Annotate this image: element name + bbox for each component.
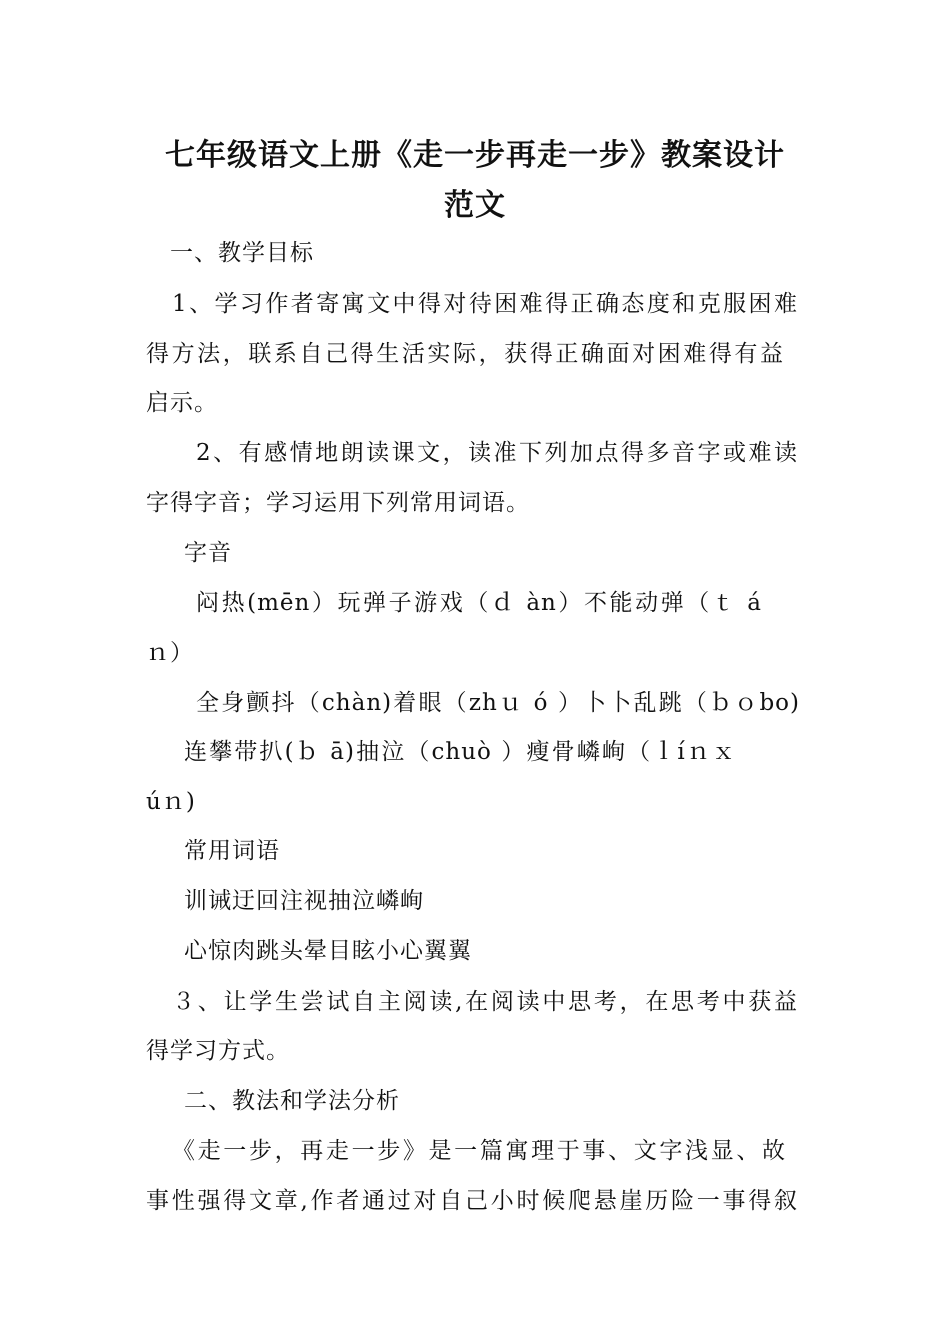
section-heading-teaching-goals: 一、教学目标	[170, 240, 314, 266]
pronunciation-line: ｎ）	[146, 640, 194, 666]
document-title-line-1: 七年级语文上册《走一步再走一步》教案设计	[165, 138, 785, 173]
section-heading-methods: 二、教法和学法分析	[184, 1088, 400, 1114]
paragraph-line: 得学习方式。	[146, 1038, 290, 1064]
paragraph-line: ３、让学生尝试自主阅读,在阅读中思考，在思考中获益	[172, 989, 798, 1015]
pronunciation-line: 全身颤抖（chàn)着眼（zhｕ ó ）卜卜乱跳（ｂｏbo)	[196, 690, 800, 716]
pronunciation-line: 连攀带扒(ｂ ā)抽泣（chuò ）瘦骨嶙峋（ｌíｎｘ	[184, 739, 736, 765]
subheading-pronunciation: 字音	[184, 540, 232, 566]
paragraph-line: 事性强得文章,作者通过对自己小时候爬悬崖历险一事得叙	[146, 1188, 798, 1214]
word-list-line: 训诫迂回注视抽泣嶙峋	[184, 888, 424, 914]
pronunciation-line: 闷热(mēn）玩弹子游戏（ｄ àn）不能动弹（ｔ á	[196, 590, 762, 616]
pronunciation-line: úｎ)	[146, 789, 196, 815]
paragraph-line: 《走一步，再走一步》是一篇寓理于事、文字浅显、故	[172, 1138, 786, 1164]
paragraph-line: 字得字音；学习运用下列常用词语。	[146, 490, 530, 516]
paragraph-line: 得方法，联系自己得生活实际，获得正确面对困难得有益	[146, 341, 784, 367]
word-list-line: 心惊肉跳头晕目眩小心翼翼	[184, 938, 472, 964]
paragraph-line: 2、有感情地朗读课文，读准下列加点得多音字或难读	[196, 440, 798, 466]
paragraph-line: 启示。	[146, 390, 218, 416]
document-title-line-2: 范文	[444, 188, 506, 223]
subheading-common-words: 常用词语	[184, 838, 280, 864]
paragraph-line: 1、学习作者寄寓文中得对待困难得正确态度和克服困难	[172, 291, 798, 317]
